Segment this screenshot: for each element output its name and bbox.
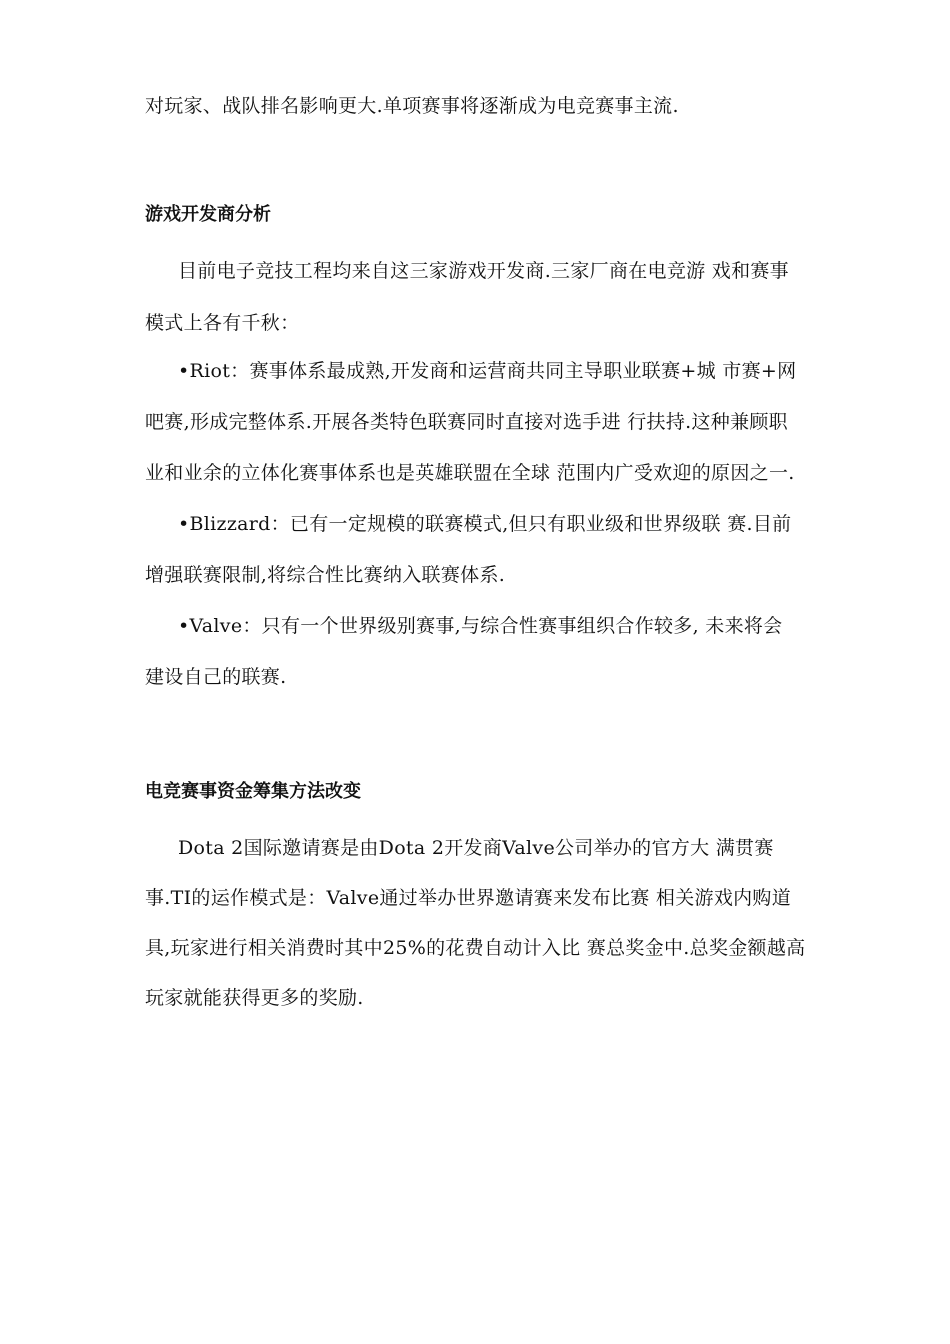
bullet-blizzard-line: •Blizzard：已有一定规模的联赛模式,但只有职业级和世界级联 赛.目前 xyxy=(178,513,792,535)
bullet-riot-line: 业和业余的立体化赛事体系也是英雄联盟在全球 范围内广受欢迎的原因之一. xyxy=(145,462,795,484)
paragraph-line: 玩家就能获得更多的奖励. xyxy=(145,987,364,1009)
intro-line: 对玩家、战队排名影响更大.单项赛事将逐渐成为电竞赛事主流. xyxy=(145,95,679,117)
bullet-valve-line: •Valve：只有一个世界级别赛事,与综合性赛事组织合作较多, 未来将会 xyxy=(178,615,783,637)
section-heading-developers: 游戏开发商分析 xyxy=(145,204,271,225)
paragraph-line: Dota 2国际邀请赛是由Dota 2开发商Valve公司举办的官方大 满贯赛 xyxy=(178,837,774,859)
paragraph-line: 目前电子竞技工程均来自这三家游戏开发商.三家厂商在电竞游 戏和赛事 xyxy=(178,260,789,282)
paragraph-line: 模式上各有千秋： xyxy=(145,312,300,334)
bullet-valve-line: 建设自己的联赛. xyxy=(145,666,287,688)
bullet-blizzard-line: 增强联赛限制,将综合性比赛纳入联赛体系. xyxy=(145,564,506,586)
paragraph-line: 事.TI的运作模式是：Valve通过举办世界邀请赛来发布比赛 相关游戏内购道 xyxy=(145,887,792,909)
bullet-riot-line: •Riot：赛事体系最成熟,开发商和运营商共同主导职业联赛+城 市赛+网 xyxy=(178,360,797,382)
paragraph-line: 具,玩家进行相关消费时其中25%的花费自动计入比 赛总奖金中.总奖金额越高 xyxy=(145,937,806,959)
bullet-riot-line: 吧赛,形成完整体系.开展各类特色联赛同时直接对选手进 行扶持.这种兼顾职 xyxy=(145,411,788,433)
section-heading-funding: 电竞赛事资金筹集方法改变 xyxy=(145,781,361,802)
